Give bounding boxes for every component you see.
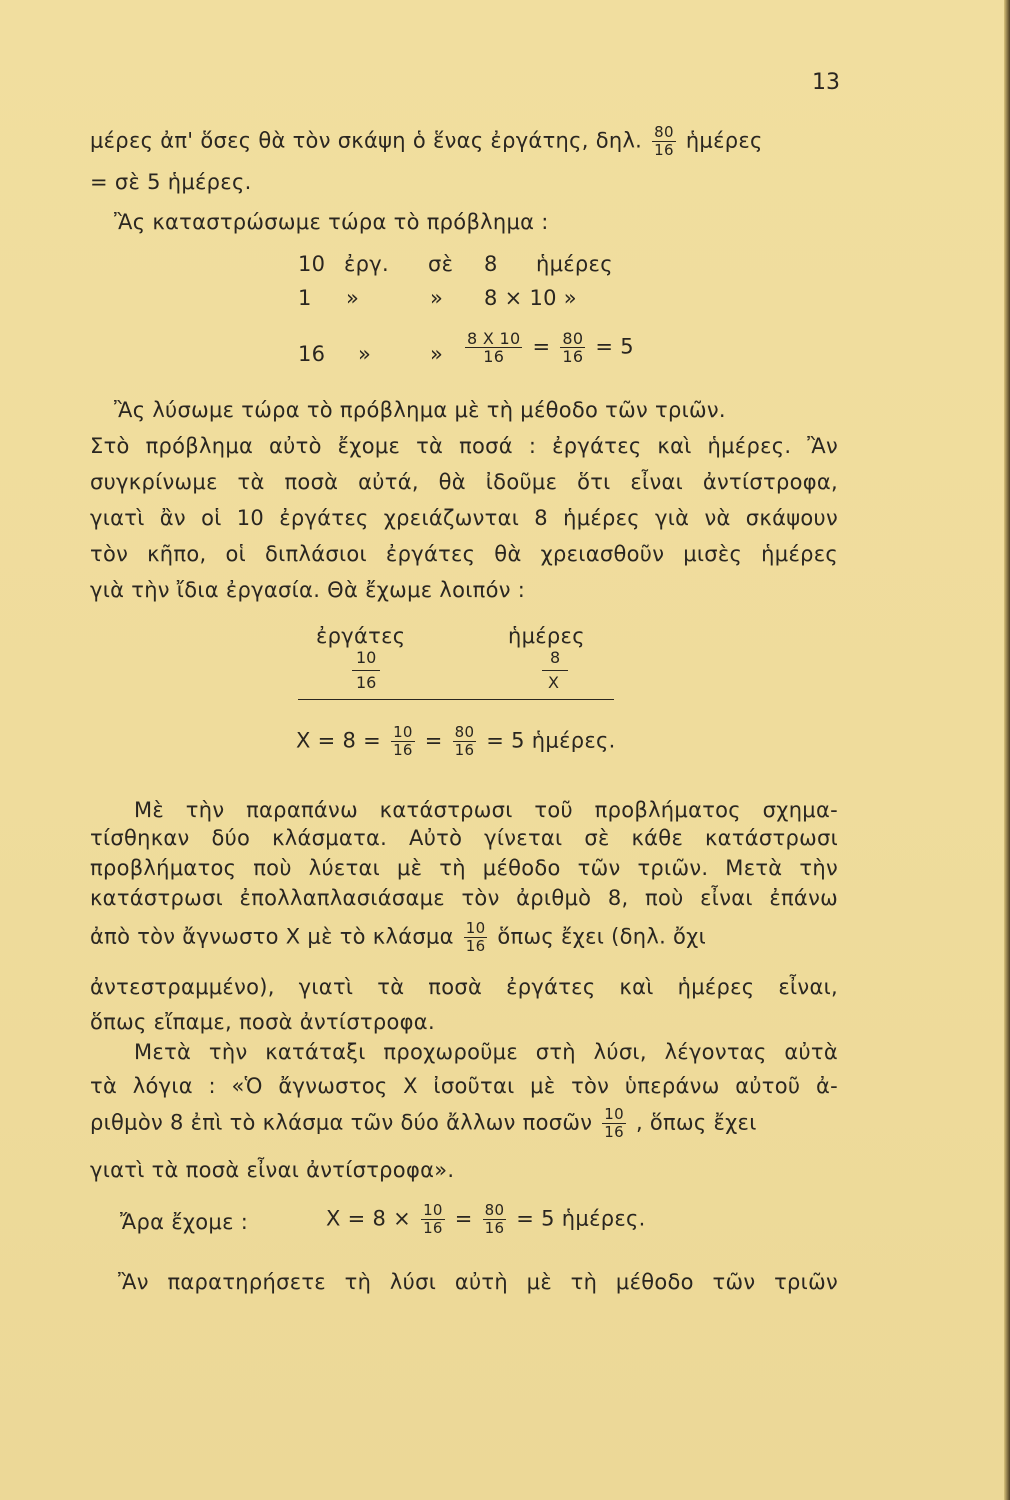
table-header-days: ἡμέρες xyxy=(508,624,585,648)
solution1-lhs: X = 8 = xyxy=(296,728,382,753)
table-days-top: 8 xyxy=(550,648,561,667)
frac-den: 16 xyxy=(393,741,413,759)
fraction-10-16 xyxy=(391,724,415,759)
setup-row2-count: 1 xyxy=(298,286,312,310)
para2-line-2: τίσθηκαν δύο κλάσματα. Αὐτὸ γίνεται σὲ κάθε κατάστρωσι xyxy=(90,826,838,850)
result-value: 5 xyxy=(620,334,634,359)
setup-row1-unit: ἐργ. xyxy=(344,252,389,276)
para2-line-5-text: ἀπὸ τὸν ἄγνωστο X μὲ τὸ κλάσμα xyxy=(90,924,454,949)
final-label: Ἄρα ἔχομε : xyxy=(120,1210,249,1234)
frac-num: 10 xyxy=(393,723,413,741)
fraction-80-16 xyxy=(453,724,477,759)
setup-row3-count: 16 xyxy=(298,342,326,366)
page-edge xyxy=(1004,0,1010,1500)
para2-line-5 xyxy=(90,920,706,955)
setup-row1-value: 8 xyxy=(484,252,498,276)
frac-num: 80 xyxy=(454,723,475,741)
table-workers-top: 10 xyxy=(356,648,377,667)
solution1-equation xyxy=(296,724,616,759)
fraction-80-16 xyxy=(483,1202,507,1237)
setup-row2-value: 8 × 10 » xyxy=(484,286,577,310)
equals-sign: = xyxy=(532,334,551,359)
intro-line-1-after: ἡμέρες xyxy=(685,128,763,153)
para3-line-3-after: , ὅπως ἔχει xyxy=(635,1110,757,1135)
table-underline xyxy=(298,699,614,700)
workers-fraction-bar xyxy=(352,670,380,671)
para3-line-3 xyxy=(90,1106,757,1141)
page-number: 13 xyxy=(812,70,840,95)
intro-line-1 xyxy=(90,124,763,159)
para3-line-4: γιατὶ τὰ ποσὰ εἶναι ἀντίστροφα». xyxy=(90,1158,455,1182)
table-workers-bottom: 16 xyxy=(356,673,377,692)
setup-row2-ditto-1: » xyxy=(346,286,360,310)
table-header-workers: ἐργάτες xyxy=(316,624,406,648)
para3-line-2: τὰ λόγια : «Ὁ ἄγνωστος X ἰσοῦται μὲ τὸν ὑπεράνω αὐτοῦ ἀ- xyxy=(90,1074,838,1098)
frac-num: 80 xyxy=(562,329,584,348)
para1-line-6: γιὰ τὴν ἴδια ἐργασία. Θὰ ἔχωμε λοιπόν : xyxy=(90,578,526,602)
frac-den: 16 xyxy=(654,141,674,159)
frac-num: 10 xyxy=(423,1201,443,1219)
equals-sign: = xyxy=(454,1206,473,1231)
final-expr: X = 8 × xyxy=(326,1206,412,1231)
para2-line-7: ὅπως εἴπαμε, ποσὰ ἀντίστροφα. xyxy=(90,1010,435,1034)
setup-row1-label: ἡμέρες xyxy=(536,252,613,276)
para1-line-2: Στὸ πρόβλημα αὐτὸ ἔχομε τὰ ποσά : ἐργάτες καὶ ἡμέρες. Ἂν xyxy=(90,434,838,458)
frac-den: 16 xyxy=(604,1123,624,1141)
final-rhs: = 5 ἡμέρες. xyxy=(516,1206,646,1231)
frac-den: 16 xyxy=(423,1219,443,1237)
fraction-10-16 xyxy=(421,1202,445,1237)
fraction-80-16 xyxy=(560,330,585,365)
setup-row1-prep: σὲ xyxy=(428,252,454,276)
fraction-8x10-16 xyxy=(465,330,522,365)
frac-den: 16 xyxy=(562,347,584,366)
setup-row3-ditto-2: » xyxy=(430,342,444,366)
days-fraction-bar xyxy=(542,670,568,671)
table-days-bottom: X xyxy=(548,673,559,692)
para1-line-4: γιατὶ ἂν οἱ 10 ἐργάτες χρειάζωνται 8 ἡμέρες γιὰ νὰ σκάψουν xyxy=(90,506,838,530)
solution1-rhs: = 5 ἡμέρες. xyxy=(486,728,616,753)
equals-sign: = xyxy=(595,334,614,359)
frac-num: 80 xyxy=(654,123,674,141)
para3-line-3-text: ριθμὸν 8 ἐπὶ τὸ κλάσμα τῶν δύο ἄλλων ποσῶν xyxy=(90,1110,593,1135)
setup-row2-ditto-2: » xyxy=(430,286,444,310)
intro-line-3: Ἂς καταστρώσωμε τώρα τὸ πρόβλημα : xyxy=(114,210,549,234)
para2-line-6: ἀντεστραμμένο), γιατὶ τὰ ποσὰ ἐργάτες καὶ ἡμέρες εἶναι, xyxy=(90,975,838,999)
final-equation xyxy=(326,1202,646,1237)
frac-den: 16 xyxy=(454,741,475,759)
frac-num: 10 xyxy=(604,1105,624,1123)
intro-line-1-text: μέρες ἀπ' ὅσες θὰ τὸν σκάψη ὁ ἕνας ἐργάτης, δηλ. xyxy=(90,128,643,153)
fraction-10-16 xyxy=(602,1106,626,1141)
para1-line-5: τὸν κῆπο, οἱ διπλάσιοι ἐργάτες θὰ χρειασθοῦν μισὲς ἡμέρες xyxy=(90,542,838,566)
fraction-80-16 xyxy=(652,124,676,159)
frac-den: 16 xyxy=(465,937,486,955)
last-line: Ἂν παρατηρήσετε τὴ λύσι αὐτὴ μὲ τὴ μέθοδο τῶν τριῶν xyxy=(118,1270,838,1294)
para3-line-1: Μετὰ τὴν κατάταξι προχωροῦμε στὴ λύσι, λέγοντας αὐτὰ xyxy=(134,1040,838,1064)
frac-den: 16 xyxy=(483,347,505,366)
para1-line-3: συγκρίνωμε τὰ ποσὰ αὐτά, θὰ ἰδοῦμε ὅτι εἶναι ἀντίστροφα, xyxy=(90,470,838,494)
setup-row3-ditto-1: » xyxy=(358,342,372,366)
para2-line-1: Μὲ τὴν παραπάνω κατάστρωσι τοῦ προβλήματος σχημα- xyxy=(134,798,838,822)
fraction-10-16 xyxy=(464,920,488,955)
frac-den: 16 xyxy=(484,1219,505,1237)
frac-num: 10 xyxy=(465,919,486,937)
para2-line-5-after: ὅπως ἔχει (δηλ. ὄχι xyxy=(497,924,707,949)
frac-num: 8 X 10 xyxy=(467,329,521,348)
setup-row1-count: 10 xyxy=(298,252,326,276)
intro-line-2: = σὲ 5 ἡμέρες. xyxy=(90,170,252,194)
para2-line-4: κατάστρωσι ἐπολλαπλασιάσαμε τὸν ἀριθμὸ 8, ποὺ εἶναι ἐπάνω xyxy=(90,886,838,910)
frac-num: 80 xyxy=(484,1201,505,1219)
setup-row3-expression xyxy=(462,330,634,365)
para1-line-1: Ἂς λύσωμε τώρα τὸ πρόβλημα μὲ τὴ μέθοδο τῶν τριῶν. xyxy=(114,398,726,422)
para2-line-3: προβλήματος ποὺ λύεται μὲ τὴ μέθοδο τῶν τριῶν. Μετὰ τὴν xyxy=(90,856,838,880)
equals-sign: = xyxy=(424,728,443,753)
